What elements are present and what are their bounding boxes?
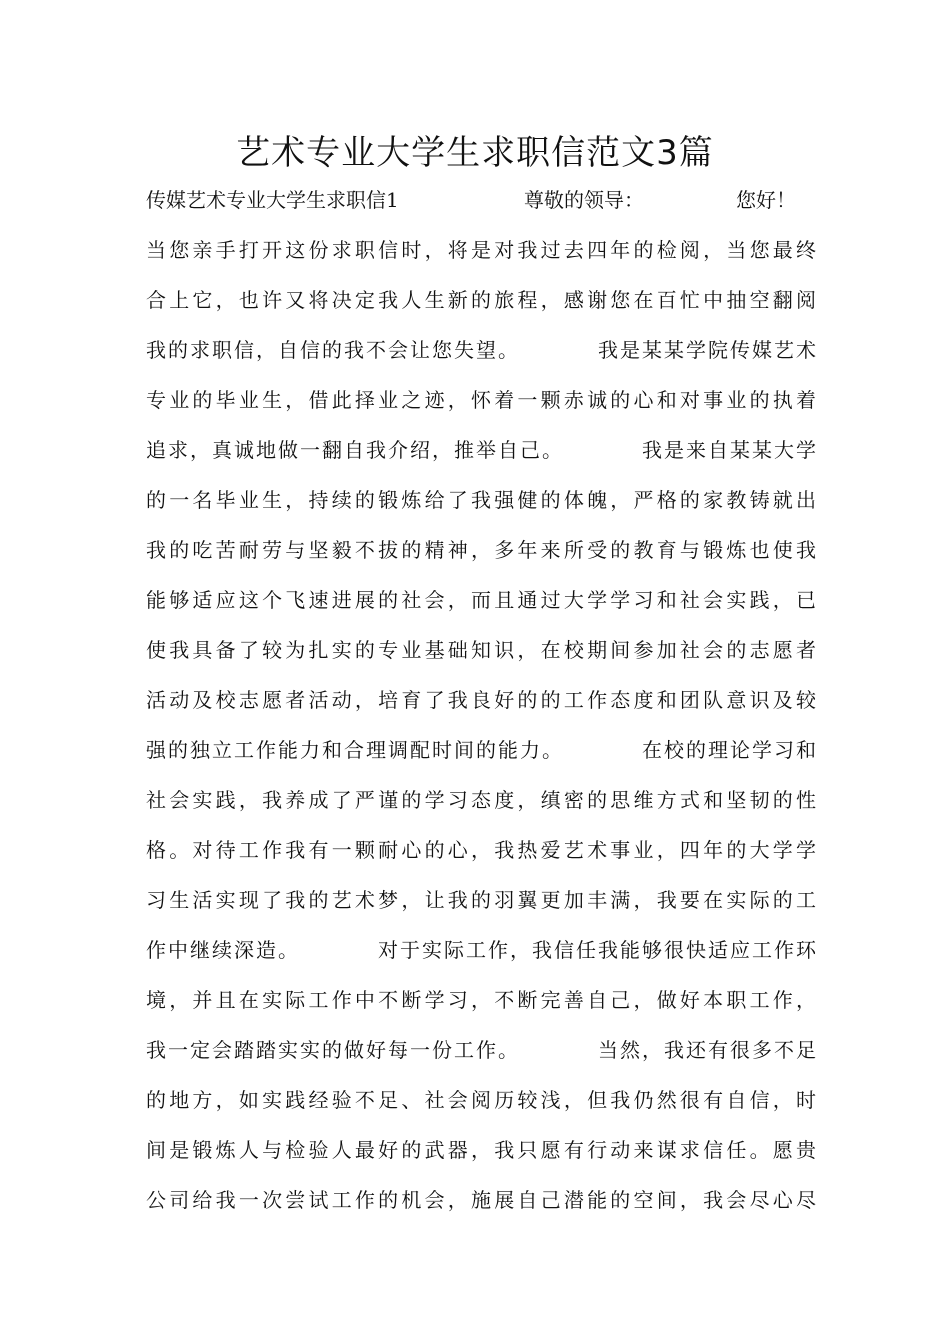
first-line [146,182,816,218]
body-line: 格。对待工作我有一颗耐心的心，我热爱艺术事业，四年的大学学 [146,838,816,862]
document-title: 艺术专业大学生求职信范文3篇 [236,133,714,173]
body-line: 能够适应这个飞速进展的社会，而且通过大学学习和社会实践，已 [146,588,816,612]
body-line: 合上它，也许又将决定我人生新的旅程，感谢您在百忙中抽空翻阅 [146,288,816,312]
body-line: 追求，真诚地做一翻自我介绍，推举自己。 我是来自某某大学 [146,438,816,462]
body-line: 作中继续深造。 对于实际工作，我信任我能够很快适应工作环 [146,938,816,962]
body-line: 间是锻炼人与检验人最好的武器，我只愿有行动来谋求信任。愿贵 [146,1138,816,1162]
body-line: 使我具备了较为扎实的专业基础知识，在校期间参加社会的志愿者 [146,638,816,662]
body-line: 社会实践，我养成了严谨的学习态度，缜密的思维方式和坚韧的性 [146,788,816,812]
body-line: 境，并且在实际工作中不断学习，不断完善自己，做好本职工作， [146,988,816,1012]
body-line: 活动及校志愿者活动，培育了我良好的的工作态度和团队意识及较 [146,688,816,712]
body-line: 的一名毕业生，持续的锻炼给了我强健的体魄，严格的家教铸就出 [146,488,816,512]
salutation: 尊敬的领导： [524,188,644,212]
body-line: 我一定会踏踏实实的做好每一份工作。 当然，我还有很多不足 [146,1038,816,1062]
letter-heading: 传媒艺术专业大学生求职信1 [146,188,399,212]
body-line: 公司给我一次尝试工作的机会，施展自己潜能的空间，我会尽心尽 [146,1188,816,1212]
body-line: 的地方，如实践经验不足、社会阅历较浅，但我仍然很有自信，时 [146,1088,816,1112]
body-line: 我的求职信，自信的我不会让您失望。 我是某某学院传媒艺术 [146,338,816,362]
greeting: 您好！ [736,188,796,212]
body-line: 习生活实现了我的艺术梦，让我的羽翼更加丰满，我要在实际的工 [146,888,816,912]
body-line: 强的独立工作能力和合理调配时间的能力。 在校的理论学习和 [146,738,816,762]
body-line: 我的吃苦耐劳与坚毅不拔的精神，多年来所受的教育与锻炼也使我 [146,538,816,562]
body-line: 专业的毕业生，借此择业之迹，怀着一颗赤诚的心和对事业的执着 [146,388,816,412]
body-line: 当您亲手打开这份求职信时，将是对我过去四年的检阅，当您最终 [146,238,816,262]
